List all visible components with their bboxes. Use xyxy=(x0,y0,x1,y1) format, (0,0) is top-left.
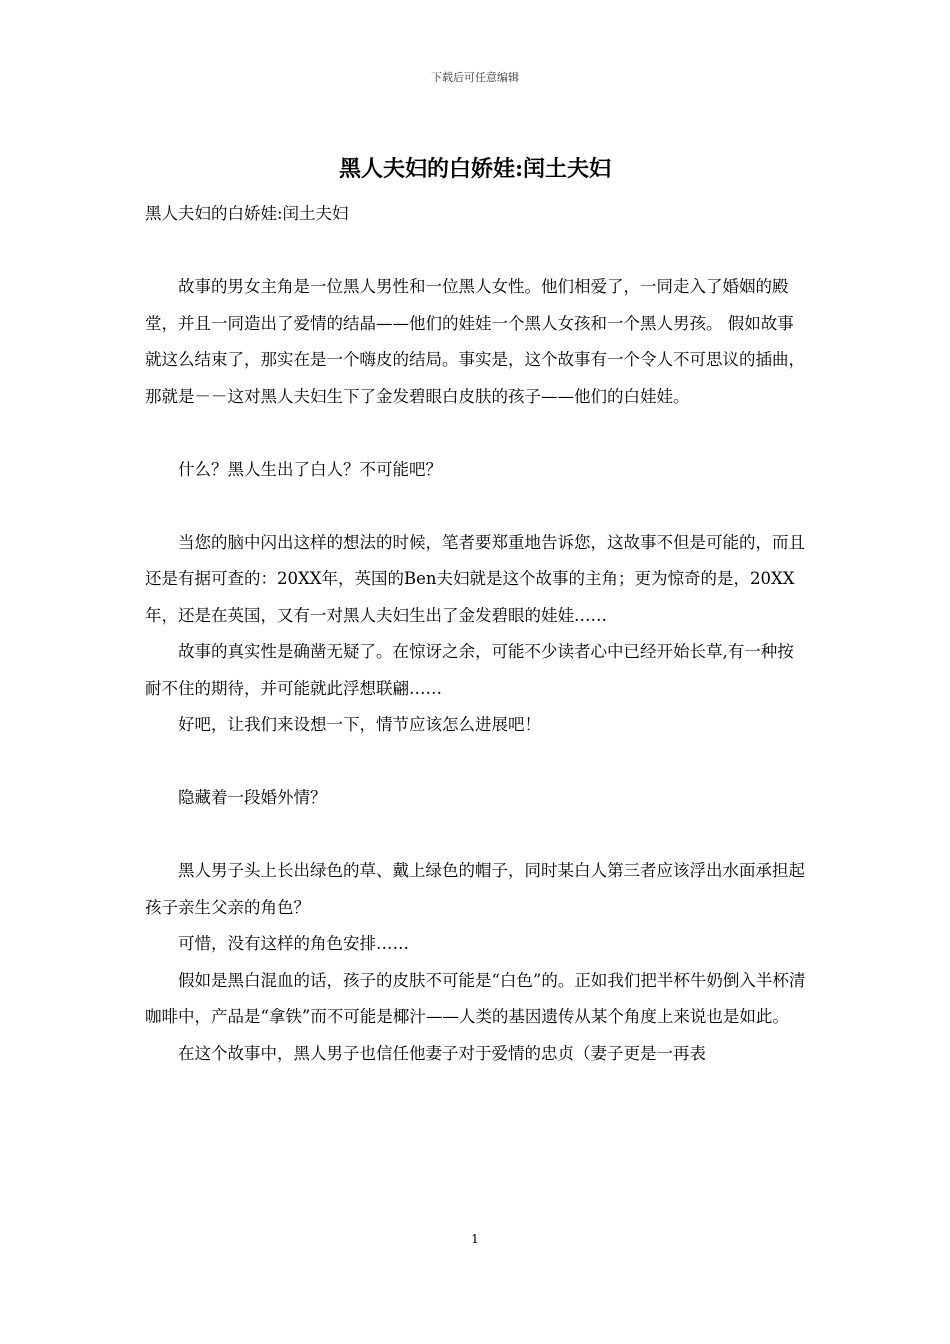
paragraph: 什么？黑人生出了白人？不可能吧？ xyxy=(178,459,442,479)
blank-line xyxy=(145,744,810,781)
paragraph: 好吧，让我们来设想一下，情节应该怎么进展吧！ xyxy=(178,715,541,734)
paragraph: 故事的男女主角是一位黑人男性和一位黑人女性。他们相爱了，一同走入了婚姻的殿堂，并且一同造出了爱情的结晶——他们的娃娃一个黑人女孩和一个黑人男孩。 假如故事就这么结束了，那实在是一个嗨皮的结局。事实是，这个故事有一个令人不可思议的插曲，那就是－－这对黑人夫妇生下了金发碧眼白皮肤的孩子——他们的白娃娃。 xyxy=(145,277,805,406)
document-body xyxy=(145,196,810,1072)
blank-line xyxy=(145,415,810,452)
blank-line xyxy=(145,817,810,854)
paragraph: 故事的真实性是确凿无疑了。在惊讶之余，可能不少读者心中已经开始长草,有一种按耐不住的期待，并可能就此浮想联翩…… xyxy=(145,642,794,698)
blank-line xyxy=(145,488,810,525)
page-header: 下载后可任意编辑 xyxy=(431,71,519,84)
section-heading: 隐藏着一段婚外情？ xyxy=(178,788,327,807)
paragraph: 假如是黑白混血的话，孩子的皮肤不可能是“白色”的。正如我们把半杯牛奶倒入半杯清咖啡中，产品是“拿铁”而不可能是椰汁——人类的基因遗传从某个角度上来说也是如此。 xyxy=(145,970,806,1026)
paragraph: 可惜，没有这样的角色安排…… xyxy=(178,934,409,953)
subtitle-paragraph: 黑人夫妇的白娇娃:闰土夫妇 xyxy=(145,204,349,223)
document-title: 黑人夫妇的白娇娃:闰土夫妇 xyxy=(338,156,612,182)
blank-line xyxy=(145,233,810,270)
page-number: 1 xyxy=(471,1232,479,1246)
paragraph: 当您的脑中闪出这样的想法的时候，笔者要郑重地告诉您，这故事不但是可能的，而且还是有据可查的：20XX年，英国的Ben夫妇就是这个故事的主角；更为惊奇的是，20XX年，还是在英国，又有一对黑人夫妇生出了金发碧眼的娃娃…… xyxy=(145,532,805,625)
paragraph: 在这个故事中，黑人男子也信任他妻子对于爱情的忠贞（妻子更是一再表 xyxy=(178,1043,706,1063)
paragraph: 黑人男子头上长出绿色的草、戴上绿色的帽子，同时某白人第三者应该浮出水面承担起孩子亲生父亲的角色？ xyxy=(145,861,805,917)
